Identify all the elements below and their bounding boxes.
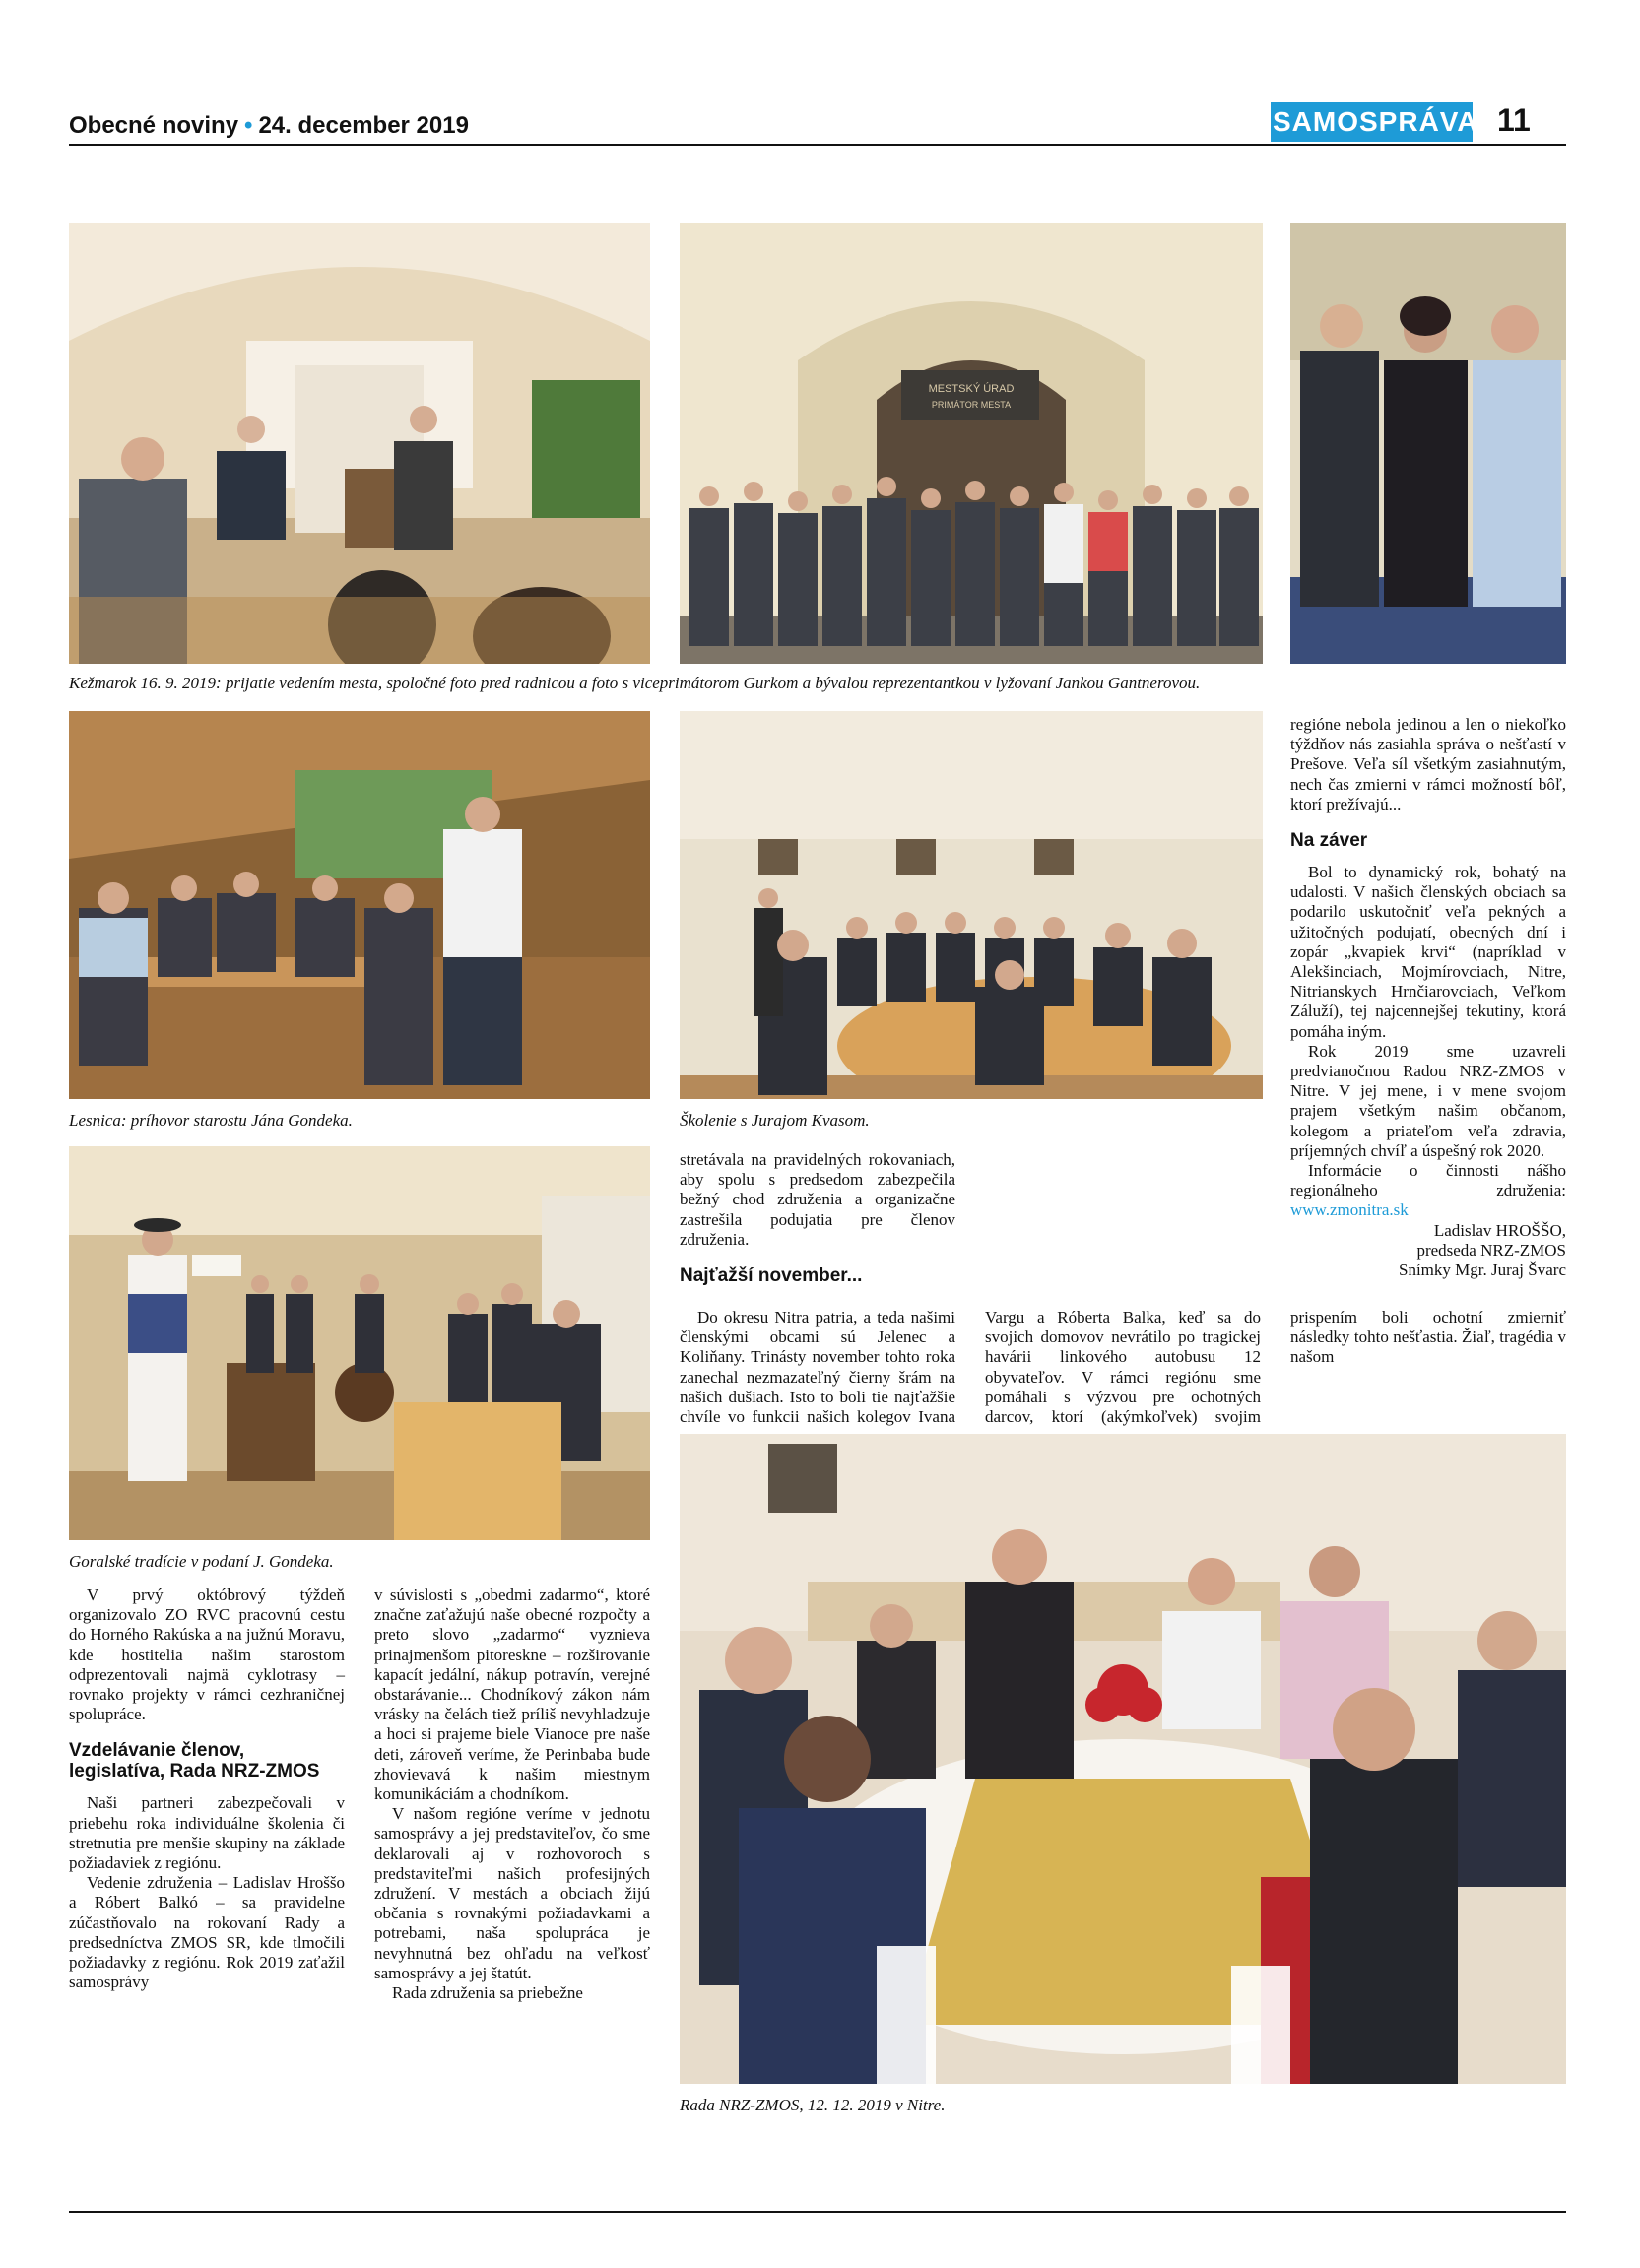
paragraph-mid-1: stretávala na pravidelných rokovaniach, aby spolu s predsedom zabezpečila bežný chod združenia a organizačne zastrešila podujatia pre členov združenia. <box>680 1150 955 1249</box>
caption-skolenie: Školenie s Jurajom Kvasom. <box>680 1111 870 1130</box>
paragraph-col2-3: Rada združenia sa priebežne <box>392 1983 583 2003</box>
caption-kezmarok: Kežmarok 16. 9. 2019: prijatie vedením mesta, spoločné foto pred radnicou a foto s viceprimátorom Gurkom a bývalou reprezentantkou v lyžovaní Jankou Gantnerovou. <box>69 674 1201 692</box>
page-number: 11 <box>1497 102 1531 138</box>
city-hall-sign-2: PRIMÁTOR MESTA <box>931 400 1012 410</box>
paragraph-left-3: Vedenie združenia – Ladislav Hroššo a Róbert Balkó – sa pravidelne zúčastňovalo na rokovaní Rady a predsedníctva ZMOS SR, kde tlmočili požiadavky z regiónu. Rok 2019 zaťažil samosprávy <box>69 1873 345 1992</box>
photo-lesnica <box>69 711 650 1099</box>
photo-skolenie <box>680 711 1263 1099</box>
photo-credit: Snímky Mgr. Juraj Švarc <box>1399 1261 1566 1280</box>
heading-najtazsi-november: Najťažší november... <box>680 1265 863 1287</box>
section-label: SAMOSPRÁVA <box>1271 102 1473 142</box>
article-left-column-1 <box>69 1586 345 1992</box>
paragraph-left-2: Naši partneri zabezpečovali v priebehu roka individuálne školenia či stretnutia pre menšie skupiny na základe požiadaviek z regiónu. <box>69 1793 345 1873</box>
photo-three-people <box>1290 223 1566 664</box>
paragraph-zaver-2: Rok 2019 sme uzavreli predvianočnou Radou NRZ-ZMOS v Nitre. V jej mene, i v mene svojom prajem všetkým našim občanom, kolegom a priateľom veľa zdravia, príjemných chvíľ a úspešný rok 2020. <box>1290 1041 1566 1160</box>
signature-role: predseda NRZ-ZMOS <box>1416 1240 1566 1260</box>
caption-lesnica: Lesnica: príhovor starostu Jána Gondeka. <box>69 1111 353 1130</box>
separator-dot: • <box>244 112 253 139</box>
paragraph-right-top: regióne nebola jedinou a len o niekoľko týždňov nás zasiahla správa o nešťastí v Prešove. Veľa síl všetkým zasiahnutým, nech čas zmierni v rámci možností bôľ, ktorí prežívajú... <box>1290 715 1566 813</box>
paragraph-november: Do okresu Nitra patria, a teda našimi členskými obcami sú Jelenec a Koliňany. Trinásty november tohto roka zanechal nezmazateľný čierny šrám na našich dušiach. Isto to boli tie najťažšie chvíle vo funkcii našich kolegov Ivana Vargu a Róberta Balka, keď sa do svojich domovov nevrátilo po tragickej havárii linkového autobusu 12 obyvateľov. V rámci regiónu sme pomáhali s výzvou pre ochotných darcov, ktorí (akýmkoľvek) svojim prispením boli ochotní zmierniť následky tohto nešťastia. Žiaľ, tragédia v našom <box>680 1308 1566 1427</box>
footer-rule <box>69 2211 1566 2213</box>
article-left-column-2 <box>374 1586 650 2003</box>
paragraph-col2-1: v súvislosti s „obedmi zadarmo“, ktoré značne zaťažujú naše obecné rozpočty a preto slovo „zadarmo“ vyznieva prinajmenšom pitoreskne – rozširovanie kapacít jedální, nákup potravín, verejné obstarávanie... Chodníkový zákon nám vrásky na čelách tiež príliš nevyhladzuje a hoci si prajeme biele Vianoce pre naše deti, zároveň veríme, že Perinbaba bude zhovievavá k našim miestnym komunikáciám a chodníkom. <box>374 1586 650 1804</box>
photo-kezmarok-hall <box>69 223 650 664</box>
issue-date: 24. december 2019 <box>258 112 469 139</box>
header-rule <box>69 144 1566 146</box>
heading-vzdelavanie: Vzdelávanie členov, legislatíva, Rada NRZ-ZMOS <box>69 1740 320 1782</box>
zaver-3-text: Informácie o činnosti nášho regionálneho združenia: <box>1290 1161 1566 1200</box>
article-mid-column-1 <box>680 1150 955 1298</box>
caption-rada: Rada NRZ-ZMOS, 12. 12. 2019 v Nitre. <box>680 2096 946 2114</box>
photo-rada-dinner <box>680 1434 1566 2084</box>
paragraph-left-1: V prvý októbrový týždeň organizovalo ZO RVC pracovnú cestu do Horného Rakúska a na južnú Moravu, kde hostitelia našim starostom odprezentovali najmä cyklotrasy – rovnako projekty v rámci cezhraničnej spolupráce. <box>69 1586 345 1724</box>
signature-name: Ladislav HROŠŠO, <box>1433 1220 1566 1240</box>
caption-goral: Goralské tradície v podaní J. Gondeka. <box>69 1552 334 1571</box>
heading-na-zaver: Na záver <box>1290 830 1368 852</box>
publication-name: Obecné noviny <box>69 112 239 139</box>
photo-city-hall-group <box>680 223 1263 664</box>
article-november-text <box>680 1308 1566 1430</box>
city-hall-sign-1: MESTSKÝ ÚRAD <box>928 383 1015 395</box>
article-right-column <box>1290 715 1566 1280</box>
photo-goral <box>69 1146 650 1540</box>
masthead <box>69 112 469 140</box>
paragraph-zaver-3 <box>1290 1161 1566 1221</box>
paragraph-col2-2: V našom regióne veríme v jednotu samosprávy a jej predstaviteľov, čo sme deklarovali aj v rozhovoroch s predstaviteľmi našich profesijných združení. V mestách a obciach žijú občania s rovnakými požiadavkami a potrebami, naša spolupráca je nevyhnutná bez ohľadu na veľkosť samosprávy a jej štatút. <box>374 1804 650 1982</box>
paragraph-zaver-1: Bol to dynamický rok, bohatý na udalosti. V našich členských obciach sa podarilo uskutočniť veľa pekných a užitočných podujatí, obecných dní i zopár „kvapiek krvi“ (napríklad v Alekšinciach, Mojmírovciach, Nitre, Nitrianskych Hrnčiarovciach, Veľkom Záluží), tej najcennejšej tekutiny, ktorá pomáha iným. <box>1290 863 1566 1041</box>
zmonitra-link[interactable]: www.zmonitra.sk <box>1290 1200 1409 1220</box>
